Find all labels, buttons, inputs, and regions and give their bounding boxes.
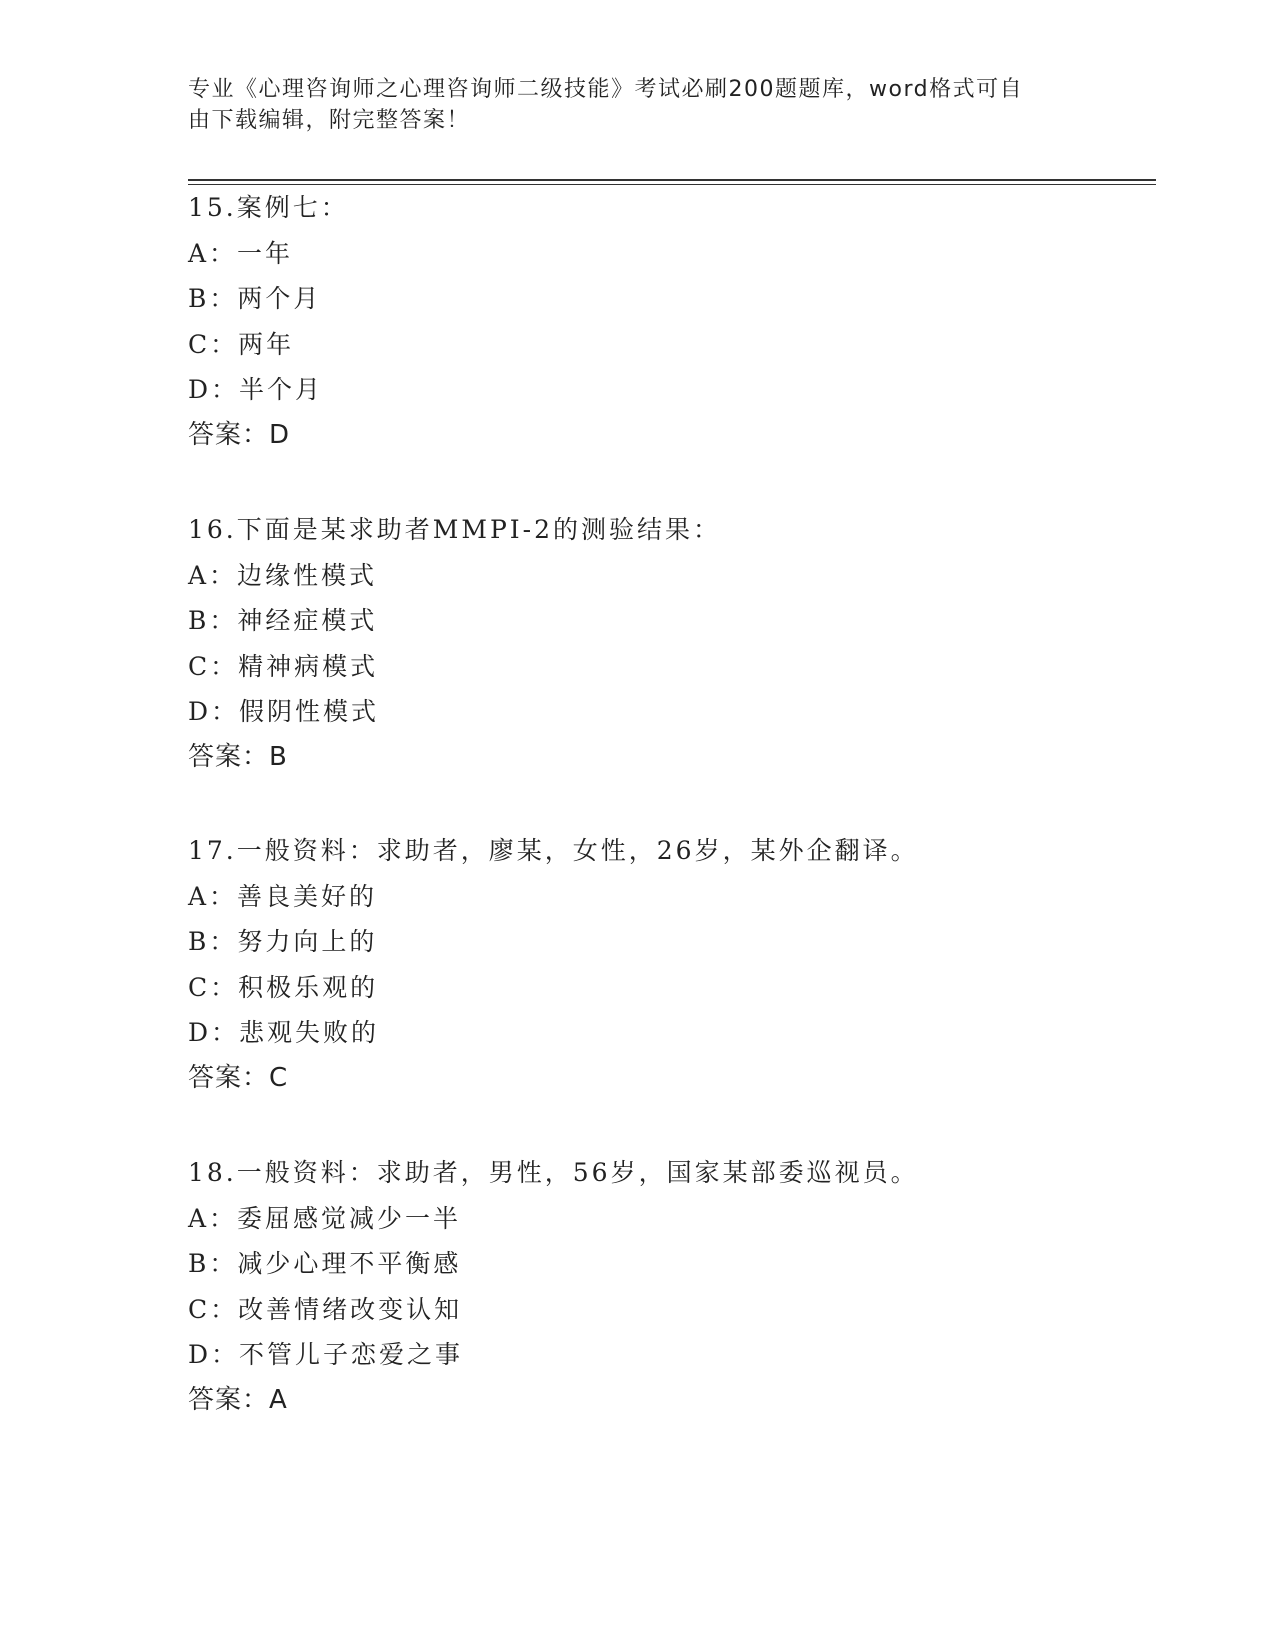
question-block [188, 1150, 1148, 1424]
option-a: A：一年 [188, 238, 294, 268]
header-line-2: 由下载编辑，附完整答案！ [188, 108, 471, 133]
answer-line: 答案：D [188, 419, 291, 450]
option-a: A：善良美好的 [188, 881, 378, 911]
answer-line: 答案：A [188, 1384, 288, 1415]
option-d: D：半个月 [188, 375, 324, 405]
option-c: C：精神病模式 [188, 651, 379, 681]
question-stem: 15.案例七： [188, 193, 349, 222]
option-b: B：减少心理不平衡感 [188, 1249, 462, 1279]
option-a: A：边缘性模式 [188, 560, 378, 590]
answer-line: 答案：B [188, 741, 288, 772]
answer-line: 答案：C [188, 1062, 289, 1093]
option-d: D：不管儿子恋爱之事 [188, 1340, 464, 1370]
header-divider-thick [188, 179, 1156, 181]
question-block [188, 507, 1148, 781]
header-line-1: 专业《心理咨询师之心理咨询师二级技能》考试必刷200题题库，word格式可自 [188, 77, 1024, 102]
question-block [188, 828, 1148, 1102]
option-b: B：两个月 [188, 284, 322, 314]
option-b: B：神经症模式 [188, 606, 378, 636]
option-d: D：悲观失败的 [188, 1018, 380, 1048]
question-stem: 17.一般资料：求助者，廖某，女性，26岁，某外企翻译。 [188, 836, 919, 865]
option-d: D：假阴性模式 [188, 697, 380, 727]
option-c: C：改善情绪改变认知 [188, 1294, 463, 1324]
option-a: A：委屈感觉减少一半 [188, 1203, 462, 1233]
question-stem: 16.下面是某求助者MMPI-2的测验结果： [188, 515, 722, 544]
option-c: C：积极乐观的 [188, 972, 379, 1002]
question-block [188, 185, 1148, 459]
question-stem: 18.一般资料：求助者，男性，56岁，国家某部委巡视员。 [188, 1158, 919, 1187]
option-c: C：两年 [188, 329, 295, 359]
option-b: B：努力向上的 [188, 927, 378, 957]
document-header [188, 74, 1088, 136]
